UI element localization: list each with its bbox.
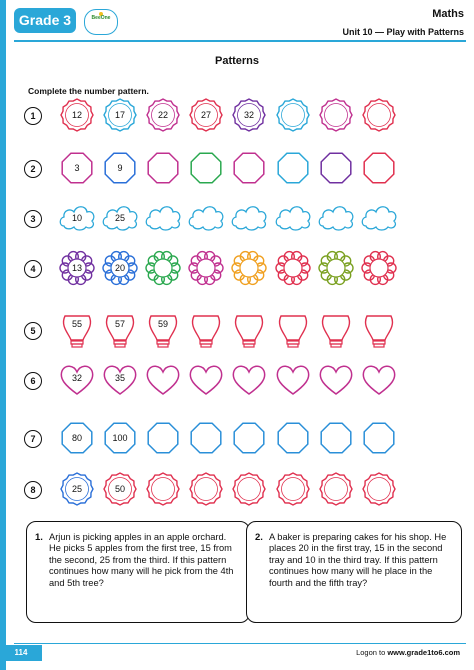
scalloped-circle-shape[interactable] bbox=[317, 471, 355, 507]
scalloped-circle-shape bbox=[58, 471, 96, 507]
row-number: 5 bbox=[24, 322, 42, 340]
octagon-shape[interactable] bbox=[187, 150, 225, 186]
bee-icon bbox=[85, 10, 117, 34]
octagon-shape bbox=[101, 150, 139, 186]
flower-shape bbox=[101, 250, 139, 286]
unit-label: Unit 10 — Play with Patterns bbox=[342, 27, 464, 37]
octagon-shape[interactable] bbox=[230, 150, 268, 186]
pattern-value: 27 bbox=[200, 110, 211, 120]
pattern-value: 55 bbox=[71, 319, 82, 329]
heart-shape[interactable] bbox=[144, 362, 182, 398]
question-number: 1. bbox=[35, 532, 43, 543]
flower-shape[interactable] bbox=[360, 250, 398, 286]
bulb-shape bbox=[101, 312, 139, 348]
cloud-shape[interactable] bbox=[187, 200, 225, 236]
scalloped-circle-shape[interactable] bbox=[187, 471, 225, 507]
heart-shape[interactable] bbox=[274, 362, 312, 398]
bulb-shape[interactable] bbox=[274, 312, 312, 348]
bulb-shape[interactable] bbox=[360, 312, 398, 348]
pattern-value: 50 bbox=[114, 484, 125, 494]
row-number: 3 bbox=[24, 210, 42, 228]
pattern-value: 25 bbox=[114, 213, 125, 223]
pattern-value: 12 bbox=[71, 110, 82, 120]
row-number: 1 bbox=[24, 107, 42, 125]
pattern-value: 59 bbox=[157, 319, 168, 329]
page-title: Patterns bbox=[214, 55, 260, 67]
page-number: 114 bbox=[0, 645, 42, 661]
pattern-value: 32 bbox=[71, 373, 82, 383]
octagon-shape[interactable] bbox=[144, 420, 182, 456]
scalloped-circle-shape bbox=[144, 97, 182, 133]
pattern-row-2 bbox=[24, 150, 464, 190]
pattern-value: 100 bbox=[112, 433, 128, 443]
heart-shape[interactable] bbox=[187, 362, 225, 398]
cloud-shape[interactable] bbox=[274, 200, 312, 236]
octagon-shape bbox=[58, 420, 96, 456]
cloud-shape[interactable] bbox=[317, 200, 355, 236]
cloud-shape[interactable] bbox=[230, 200, 268, 236]
heart-shape[interactable] bbox=[230, 362, 268, 398]
cloud-shape bbox=[101, 200, 139, 236]
scalloped-circle-shape bbox=[230, 97, 268, 133]
instruction-text: Complete the number pattern. bbox=[28, 86, 149, 96]
bulb-shape[interactable] bbox=[317, 312, 355, 348]
pattern-value: 35 bbox=[114, 373, 125, 383]
octagon-shape[interactable] bbox=[144, 150, 182, 186]
octagon-shape[interactable] bbox=[187, 420, 225, 456]
pattern-row-8 bbox=[24, 471, 464, 511]
pattern-value: 80 bbox=[71, 433, 82, 443]
pattern-row-3 bbox=[24, 200, 464, 240]
heart-shape[interactable] bbox=[317, 362, 355, 398]
scalloped-circle-shape[interactable] bbox=[360, 471, 398, 507]
pattern-value: 3 bbox=[74, 163, 80, 173]
octagon-shape[interactable] bbox=[317, 420, 355, 456]
pattern-value: 13 bbox=[71, 263, 82, 273]
bulb-shape bbox=[58, 312, 96, 348]
scalloped-circle-shape[interactable] bbox=[274, 471, 312, 507]
octagon-shape[interactable] bbox=[317, 150, 355, 186]
pattern-value: 25 bbox=[71, 484, 82, 494]
octagon-shape[interactable] bbox=[360, 150, 398, 186]
footer-divider bbox=[14, 643, 466, 644]
scalloped-circle-shape bbox=[101, 97, 139, 133]
grade-tab: Grade 3 bbox=[14, 8, 76, 33]
octagon-shape[interactable] bbox=[230, 420, 268, 456]
pattern-value: 17 bbox=[114, 110, 125, 120]
pattern-value: 10 bbox=[71, 213, 82, 223]
left-accent-bar bbox=[0, 0, 6, 670]
scalloped-circle-shape[interactable] bbox=[274, 97, 312, 133]
row-number: 7 bbox=[24, 430, 42, 448]
row-number: 8 bbox=[24, 481, 42, 499]
flower-shape[interactable] bbox=[230, 250, 268, 286]
cloud-shape bbox=[58, 200, 96, 236]
pattern-value: 20 bbox=[114, 263, 125, 273]
pattern-row-5 bbox=[24, 312, 464, 352]
pattern-row-4 bbox=[24, 250, 464, 290]
pattern-value: 22 bbox=[157, 110, 168, 120]
flower-shape[interactable] bbox=[187, 250, 225, 286]
site-link[interactable]: www.grade1to6.com bbox=[387, 648, 460, 657]
scalloped-circle-shape[interactable] bbox=[360, 97, 398, 133]
logon-label: Logon to bbox=[356, 648, 388, 657]
question-text: Arjun is picking apples in an apple orchard. He picks 5 apples from the first tree, 15 from the second, 25 from the third. If this pattern continues how many will he pick from the 4th and 5th tree? bbox=[49, 532, 234, 588]
pattern-row-7 bbox=[24, 420, 464, 460]
scalloped-circle-shape bbox=[101, 471, 139, 507]
octagon-shape[interactable] bbox=[360, 420, 398, 456]
heart-shape bbox=[101, 362, 139, 398]
octagon-shape[interactable] bbox=[274, 420, 312, 456]
flower-shape[interactable] bbox=[317, 250, 355, 286]
pattern-value: 32 bbox=[243, 110, 254, 120]
footer-text bbox=[356, 648, 460, 657]
question-number: 2. bbox=[255, 532, 263, 543]
heart-shape bbox=[58, 362, 96, 398]
pattern-value: 57 bbox=[114, 319, 125, 329]
bulb-shape[interactable] bbox=[187, 312, 225, 348]
question-box-2 bbox=[246, 521, 462, 623]
bulb-shape[interactable] bbox=[230, 312, 268, 348]
scalloped-circle-shape bbox=[187, 97, 225, 133]
row-number: 4 bbox=[24, 260, 42, 278]
subject-label: Maths bbox=[432, 8, 464, 20]
cloud-shape[interactable] bbox=[144, 200, 182, 236]
cloud-shape[interactable] bbox=[360, 200, 398, 236]
flower-shape bbox=[58, 250, 96, 286]
logo-text: BeeOne bbox=[91, 15, 111, 21]
scalloped-circle-shape[interactable] bbox=[317, 97, 355, 133]
flower-shape[interactable] bbox=[144, 250, 182, 286]
scalloped-circle-shape[interactable] bbox=[230, 471, 268, 507]
flower-shape[interactable] bbox=[274, 250, 312, 286]
row-number: 6 bbox=[24, 372, 42, 390]
pattern-row-1 bbox=[24, 97, 464, 137]
pattern-value: 9 bbox=[117, 163, 123, 173]
beeone-logo bbox=[84, 9, 118, 35]
octagon-shape bbox=[58, 150, 96, 186]
scalloped-circle-shape[interactable] bbox=[144, 471, 182, 507]
octagon-shape[interactable] bbox=[274, 150, 312, 186]
scalloped-circle-shape bbox=[58, 97, 96, 133]
row-number: 2 bbox=[24, 160, 42, 178]
heart-shape[interactable] bbox=[360, 362, 398, 398]
pattern-row-6 bbox=[24, 362, 464, 402]
question-text: A baker is preparing cakes for his shop. He places 20 in the first tray, 15 in the second tray and 10 in the third tray. If this pattern continues how many will he place in the fourth and the fifth tray? bbox=[269, 532, 447, 588]
octagon-shape bbox=[101, 420, 139, 456]
bulb-shape bbox=[144, 312, 182, 348]
question-box-1 bbox=[26, 521, 250, 623]
header-divider bbox=[14, 40, 466, 42]
